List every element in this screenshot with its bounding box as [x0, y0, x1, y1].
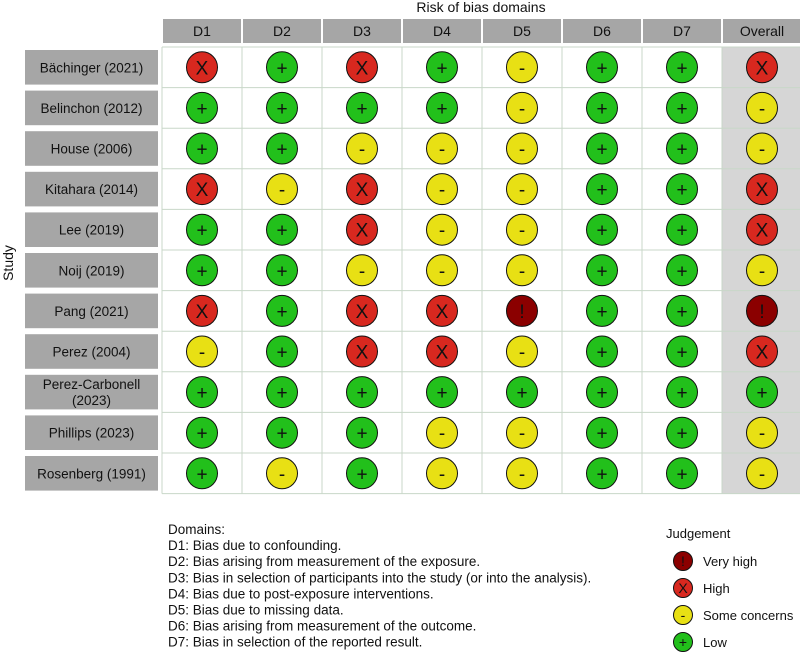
judgement-mark-d6-low — [587, 336, 618, 367]
judgement-symbol: + — [596, 383, 608, 405]
judgement-symbol: - — [198, 342, 206, 364]
judgement-mark-d4-some — [427, 174, 458, 205]
study-row-label — [25, 294, 158, 329]
legend-item-very-high — [674, 552, 758, 571]
study-name: Kitahara (2014) — [44, 182, 139, 198]
judgement-symbol: + — [756, 383, 768, 405]
judgement-symbol: + — [196, 98, 208, 120]
column-header-d1 — [163, 19, 241, 43]
judgement-mark-overall-very-high — [747, 295, 778, 326]
judgement-mark-d6-low — [587, 174, 618, 205]
judgement-mark-d5-some — [507, 417, 538, 448]
judgement-mark-overall-high — [747, 336, 778, 367]
legend-symbol: ! — [681, 553, 685, 569]
judgement-mark-d5-very-high — [507, 295, 538, 326]
judgement-mark-d5-some — [507, 133, 538, 164]
judgement-mark-d7-low — [667, 92, 698, 123]
legend-label: High — [703, 581, 730, 596]
domain-definition: D7: Bias in selection of the reported result. — [168, 634, 423, 650]
study-name: Belinchon (2012) — [40, 100, 143, 116]
column-header-label: D4 — [433, 23, 451, 39]
judgement-symbol: + — [596, 464, 608, 486]
judgement-mark-overall-some — [747, 417, 778, 448]
legend-symbol: + — [678, 634, 688, 650]
judgement-mark-d1-high — [187, 295, 218, 326]
judgement-mark-d6-low — [587, 214, 618, 245]
study-row-label — [25, 91, 158, 126]
judgement-symbol: X — [355, 180, 369, 202]
judgement-symbol: X — [355, 301, 369, 323]
judgement-symbol: + — [276, 383, 288, 405]
judgement-mark-overall-some — [747, 255, 778, 286]
judgement-symbol: + — [196, 261, 208, 283]
study-row-label — [25, 50, 158, 85]
judgement-mark-d3-low — [347, 417, 378, 448]
study-row-label — [25, 334, 158, 369]
judgement-symbol: + — [276, 342, 288, 364]
judgement-mark-d7-low — [667, 295, 698, 326]
judgement-symbol: - — [358, 139, 366, 161]
judgement-mark-d3-some — [347, 133, 378, 164]
study-name: Rosenberg (1991) — [37, 466, 146, 482]
judgement-mark-d6-low — [587, 458, 618, 489]
judgement-symbol: - — [438, 139, 446, 161]
domain-definition: D1: Bias due to confounding. — [168, 538, 342, 554]
judgement-mark-overall-some — [747, 133, 778, 164]
study-name: Noij (2019) — [58, 263, 125, 279]
judgement-mark-d5-some — [507, 458, 538, 489]
judgement-symbol: X — [195, 180, 209, 202]
judgement-legend-title: Judgement — [666, 526, 731, 541]
legend-symbol: X — [678, 580, 688, 596]
judgement-mark-d5-some — [507, 336, 538, 367]
judgement-mark-d7-low — [667, 174, 698, 205]
judgement-symbol: X — [355, 58, 369, 80]
judgement-mark-d7-low — [667, 336, 698, 367]
judgement-symbol: + — [676, 220, 688, 242]
domains-legend-title: Domains: — [168, 522, 226, 537]
judgement-mark-d7-low — [667, 458, 698, 489]
judgement-mark-d1-high — [187, 174, 218, 205]
judgement-mark-d6-low — [587, 52, 618, 83]
study-row-label — [25, 212, 158, 247]
judgement-symbol: + — [356, 98, 368, 120]
judgement-symbol: + — [436, 383, 448, 405]
judgement-symbol: - — [438, 180, 446, 202]
judgement-mark-d4-some — [427, 214, 458, 245]
judgement-symbol: - — [518, 58, 526, 80]
column-header-d3 — [323, 19, 401, 43]
judgement-symbol: + — [596, 423, 608, 445]
judgement-symbol: X — [755, 58, 769, 80]
judgement-symbol: + — [276, 139, 288, 161]
judgement-mark-d5-some — [507, 214, 538, 245]
legend-label: Some concerns — [703, 608, 794, 623]
judgement-symbol: ! — [519, 301, 525, 323]
judgement-symbol: - — [518, 139, 526, 161]
judgement-mark-d7-low — [667, 214, 698, 245]
judgement-symbol: ! — [759, 301, 765, 323]
judgement-symbol: - — [758, 139, 766, 161]
judgement-symbol: - — [518, 220, 526, 242]
judgement-mark-d1-low — [187, 133, 218, 164]
judgement-mark-d3-low — [347, 458, 378, 489]
study-name: Phillips (2023) — [48, 425, 135, 441]
judgement-symbol: - — [758, 261, 766, 283]
judgement-mark-d4-high — [427, 295, 458, 326]
study-name: Pang (2021) — [54, 303, 129, 319]
judgement-symbol: - — [438, 220, 446, 242]
judgement-symbol: + — [436, 58, 448, 80]
judgement-mark-d3-high — [347, 174, 378, 205]
legend-item-some — [674, 606, 794, 625]
column-header-label: D3 — [353, 23, 371, 39]
judgement-mark-d4-low — [427, 377, 458, 408]
judgement-mark-d2-low — [267, 52, 298, 83]
column-header-label: Overall — [739, 23, 785, 39]
study-row-label — [25, 253, 158, 288]
judgement-mark-d2-some — [267, 174, 298, 205]
study-name: Lee (2019) — [58, 222, 125, 238]
grid-layer — [162, 47, 800, 494]
judgement-mark-overall-some — [747, 458, 778, 489]
judgement-mark-d3-low — [347, 92, 378, 123]
column-header-overall — [723, 19, 800, 43]
judgement-symbol: + — [196, 220, 208, 242]
judgement-symbol: + — [676, 98, 688, 120]
judgement-symbol: - — [518, 98, 526, 120]
judgement-symbol: + — [276, 220, 288, 242]
domain-definition: D2: Bias arising from measurement of the exposure. — [168, 554, 481, 570]
domain-definition: D5: Bias due to missing data. — [168, 602, 344, 618]
judgement-mark-d5-low — [507, 377, 538, 408]
judgement-symbol: - — [758, 464, 766, 486]
judgement-symbol: - — [438, 464, 446, 486]
judgement-mark-d2-low — [267, 417, 298, 448]
judgement-mark-d1-high — [187, 52, 218, 83]
judgement-mark-d2-low — [267, 295, 298, 326]
judgement-symbol: + — [596, 180, 608, 202]
judgement-mark-d4-some — [427, 417, 458, 448]
study-name: Perez (2004) — [52, 344, 131, 360]
judgement-symbol: - — [278, 180, 286, 202]
judgement-symbol: + — [356, 464, 368, 486]
judgement-symbol: X — [195, 58, 209, 80]
legend-label: Very high — [703, 554, 758, 569]
judgement-mark-d5-some — [507, 255, 538, 286]
judgement-mark-overall-high — [747, 52, 778, 83]
judgement-symbol: - — [518, 464, 526, 486]
judgement-mark-d3-high — [347, 336, 378, 367]
judgement-symbol: + — [596, 139, 608, 161]
judgement-symbol: X — [755, 180, 769, 202]
judgement-mark-d1-low — [187, 214, 218, 245]
judgement-symbol: X — [755, 220, 769, 242]
judgement-symbol: + — [676, 383, 688, 405]
judgement-symbol: + — [356, 423, 368, 445]
judgement-mark-d6-low — [587, 255, 618, 286]
judgement-symbol: + — [276, 261, 288, 283]
judgement-symbol: X — [195, 301, 209, 323]
judgement-mark-overall-low — [747, 377, 778, 408]
judgement-symbol: + — [356, 383, 368, 405]
judgement-mark-d2-some — [267, 458, 298, 489]
judgement-symbol: - — [438, 423, 446, 445]
judgement-symbol: + — [676, 464, 688, 486]
judgement-mark-d4-high — [427, 336, 458, 367]
domains-legend — [168, 522, 591, 650]
judgement-symbol: X — [755, 342, 769, 364]
study-name: Bächinger (2021) — [39, 60, 144, 76]
judgement-mark-d1-low — [187, 255, 218, 286]
legend-item-low — [674, 633, 728, 652]
column-header-label: D5 — [513, 23, 531, 39]
judgement-mark-d5-some — [507, 92, 538, 123]
study-row-label — [25, 375, 158, 410]
judgement-symbol: - — [518, 180, 526, 202]
judgement-mark-d7-low — [667, 255, 698, 286]
judgement-symbol: + — [676, 342, 688, 364]
judgement-mark-d2-low — [267, 377, 298, 408]
judgement-mark-d2-low — [267, 336, 298, 367]
column-header-d4 — [403, 19, 481, 43]
judgement-mark-overall-high — [747, 214, 778, 245]
judgement-symbol: X — [355, 220, 369, 242]
judgement-symbol: + — [676, 423, 688, 445]
study-name: Perez-Carbonell — [42, 377, 141, 393]
judgement-symbol: + — [676, 58, 688, 80]
judgement-mark-d7-low — [667, 377, 698, 408]
judgement-symbol: + — [596, 98, 608, 120]
judgement-symbol: + — [436, 98, 448, 120]
judgement-symbol: + — [676, 301, 688, 323]
chart-title: Risk of bias domains — [416, 0, 546, 15]
judgement-mark-d2-low — [267, 133, 298, 164]
judgement-symbol: + — [596, 301, 608, 323]
judgement-mark-d3-high — [347, 295, 378, 326]
judgement-mark-d6-low — [587, 377, 618, 408]
judgement-mark-d4-low — [427, 52, 458, 83]
judgement-mark-d6-low — [587, 92, 618, 123]
judgement-symbol: + — [676, 180, 688, 202]
judgement-mark-d3-some — [347, 255, 378, 286]
column-headers — [163, 19, 800, 43]
column-header-d6 — [563, 19, 641, 43]
judgement-mark-d1-low — [187, 458, 218, 489]
judgement-legend — [666, 526, 794, 652]
judgement-symbol: - — [518, 423, 526, 445]
column-header-label: D6 — [593, 23, 611, 39]
judgement-symbol: + — [516, 383, 528, 405]
judgement-symbol: - — [758, 423, 766, 445]
judgement-symbol: + — [596, 261, 608, 283]
domain-definition: D3: Bias in selection of participants into the study (or into the analysis). — [168, 570, 592, 586]
judgement-symbol: - — [278, 464, 286, 486]
judgement-symbol: X — [355, 342, 369, 364]
study-row-label — [25, 456, 158, 491]
judgement-symbol: + — [596, 58, 608, 80]
judgement-symbol: + — [276, 98, 288, 120]
judgement-mark-d3-low — [347, 377, 378, 408]
judgement-mark-d1-low — [187, 417, 218, 448]
judgement-mark-d7-low — [667, 417, 698, 448]
judgement-mark-d1-low — [187, 377, 218, 408]
study-labels — [25, 50, 158, 491]
legend-symbol: - — [680, 607, 686, 623]
domain-definition: D6: Bias arising from measurement of the outcome. — [168, 618, 477, 634]
judgement-mark-d3-high — [347, 52, 378, 83]
judgement-symbol: - — [758, 98, 766, 120]
judgement-mark-d6-low — [587, 417, 618, 448]
judgement-symbol: + — [676, 139, 688, 161]
judgement-symbol: + — [196, 383, 208, 405]
legend-item-high — [674, 579, 730, 598]
column-header-d2 — [243, 19, 321, 43]
column-header-d5 — [483, 19, 561, 43]
judgement-symbol: - — [438, 261, 446, 283]
judgement-mark-overall-high — [747, 174, 778, 205]
judgement-mark-d7-low — [667, 133, 698, 164]
judgement-mark-d6-low — [587, 295, 618, 326]
judgement-symbol: + — [196, 139, 208, 161]
domain-definition: D4: Bias due to post-exposure interventions. — [168, 586, 434, 602]
judgement-symbol: + — [276, 58, 288, 80]
judgement-symbol: X — [435, 301, 449, 323]
judgement-mark-d4-some — [427, 133, 458, 164]
judgement-symbol: + — [676, 261, 688, 283]
column-header-label: D1 — [193, 23, 211, 39]
study-row-label — [25, 415, 158, 450]
judgement-mark-d1-some — [187, 336, 218, 367]
judgement-symbol: - — [518, 261, 526, 283]
judgement-mark-d5-some — [507, 174, 538, 205]
judgement-mark-d1-low — [187, 92, 218, 123]
judgement-mark-d3-high — [347, 214, 378, 245]
judgement-mark-overall-some — [747, 92, 778, 123]
column-header-label: D2 — [273, 23, 291, 39]
judgement-symbol: + — [196, 464, 208, 486]
judgement-symbol: + — [596, 342, 608, 364]
judgement-symbol: - — [518, 342, 526, 364]
study-name: (2023) — [71, 393, 112, 409]
column-header-d7 — [643, 19, 721, 43]
legend-label: Low — [703, 635, 727, 650]
y-axis-label: Study — [0, 245, 16, 281]
column-header-label: D7 — [673, 23, 691, 39]
judgement-mark-d4-low — [427, 92, 458, 123]
judgement-mark-d2-low — [267, 92, 298, 123]
study-name: House (2006) — [50, 141, 133, 157]
judgement-symbol: + — [596, 220, 608, 242]
judgement-mark-d5-some — [507, 52, 538, 83]
judgement-mark-d4-some — [427, 458, 458, 489]
study-row-label — [25, 131, 158, 166]
study-row-label — [25, 172, 158, 207]
judgement-mark-d4-some — [427, 255, 458, 286]
judgement-mark-d2-low — [267, 214, 298, 245]
judgement-symbol: X — [435, 342, 449, 364]
judgement-symbol: + — [276, 301, 288, 323]
judgement-mark-d6-low — [587, 133, 618, 164]
judgement-mark-d2-low — [267, 255, 298, 286]
judgement-symbol: + — [276, 423, 288, 445]
judgement-mark-d7-low — [667, 52, 698, 83]
judgement-symbol: + — [196, 423, 208, 445]
judgement-symbol: - — [358, 261, 366, 283]
